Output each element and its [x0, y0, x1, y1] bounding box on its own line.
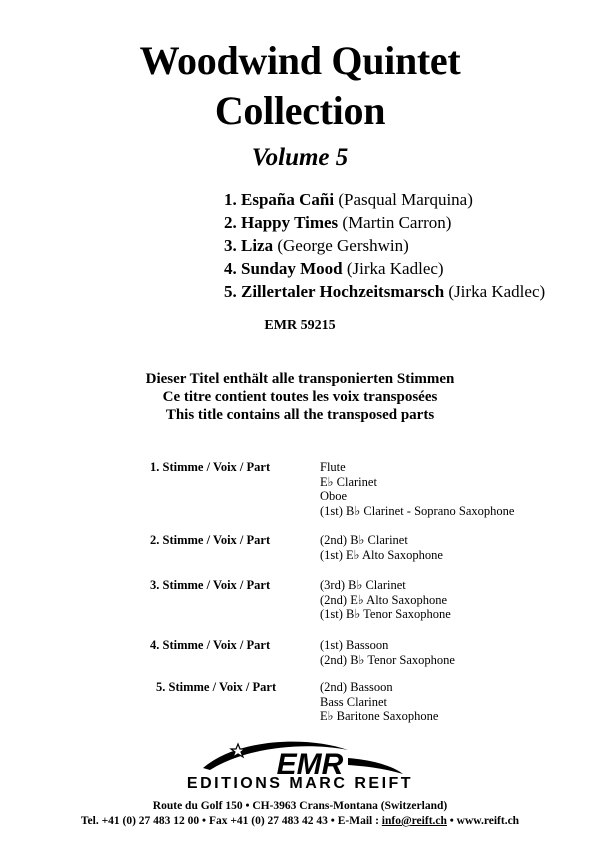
- piece-composer: (Jirka Kadlec): [342, 259, 444, 278]
- title-line-2: Collection: [214, 88, 386, 133]
- piece-composer: (Martin Carron): [338, 213, 452, 232]
- instrument: (2nd) B♭ Clarinet: [320, 533, 408, 547]
- instrument: (1st) E♭ Alto Saxophone: [320, 547, 443, 562]
- piece-item: [224, 280, 545, 303]
- piece-item: [224, 188, 545, 211]
- piece-composer: (George Gershwin): [273, 236, 409, 255]
- transposition-notes: [0, 370, 600, 424]
- instrument: (2nd) Bassoon: [320, 680, 393, 694]
- part-instruments: [320, 680, 438, 724]
- piece-title: 4. Sunday Mood: [224, 259, 343, 278]
- piece-composer: (Pasqual Marquina): [334, 190, 473, 209]
- logo-text: EMR: [276, 748, 344, 781]
- instrument: E♭ Baritone Saxophone: [320, 709, 439, 723]
- piece-title: 2. Happy Times: [224, 213, 339, 232]
- publisher-name: EDITIONS MARC REIFT: [186, 775, 414, 792]
- contact-phone-fax: Tel. +41 (0) 27 483 12 00 • Fax +41 (0) 27 483 42 43 • E-Mail :: [80, 815, 382, 827]
- instrument: Flute: [320, 460, 346, 474]
- part-label: 1. Stimme / Voix / Part: [150, 460, 271, 474]
- piece-title: 5. Zillertaler Hochzeitsmarsch: [224, 282, 445, 301]
- part-label: 2. Stimme / Voix / Part: [150, 533, 271, 547]
- piece-title: 1. España Cañi: [224, 190, 335, 209]
- part-instruments: [320, 578, 451, 622]
- publisher-contact: [0, 815, 600, 827]
- piece-item: [224, 257, 545, 280]
- piece-title: 3. Liza: [224, 236, 274, 255]
- part-instruments: [320, 638, 455, 667]
- part-instruments: [320, 460, 514, 518]
- note-german: Dieser Titel enthält alle transponierten Stimmen: [145, 371, 455, 387]
- instrument: (1st) Bassoon: [320, 638, 389, 652]
- part-label: 4. Stimme / Voix / Part: [150, 638, 271, 652]
- catalog-number: EMR 59215: [264, 318, 336, 333]
- title-line-1: Woodwind Quintet: [139, 38, 461, 83]
- instrument: (2nd) E♭ Alto Saxophone: [320, 592, 448, 607]
- part-label: 5. Stimme / Voix / Part: [156, 680, 277, 694]
- instrument: Bass Clarinet: [320, 694, 388, 709]
- contact-website: • www.reift.ch: [446, 815, 520, 827]
- instrument: (2nd) B♭ Tenor Saxophone: [320, 652, 455, 667]
- email-link[interactable]: info@reift.ch: [381, 815, 447, 827]
- instrument: Oboe: [320, 489, 348, 503]
- note-english: This title contains all the transposed parts: [165, 407, 435, 423]
- volume-subtitle: Volume 5: [251, 144, 349, 171]
- instrument: (1st) B♭ Tenor Saxophone: [320, 607, 451, 621]
- piece-composer: (Jirka Kadlec): [444, 282, 546, 301]
- instrument: (3rd) B♭ Clarinet: [320, 578, 406, 592]
- piece-list: [224, 188, 545, 303]
- piece-item: [224, 234, 545, 257]
- instrument: (1st) B♭ Clarinet - Soprano Saxophone: [320, 503, 515, 518]
- publisher-address: Route du Golf 150 • CH-3963 Crans-Montana (Switzerland): [152, 800, 448, 812]
- note-french: Ce titre contient toutes les voix transposées: [162, 389, 438, 405]
- part-label: 3. Stimme / Voix / Part: [150, 578, 271, 592]
- piece-item: [224, 211, 545, 234]
- part-instruments: [320, 533, 443, 562]
- instrument: E♭ Clarinet: [320, 474, 377, 489]
